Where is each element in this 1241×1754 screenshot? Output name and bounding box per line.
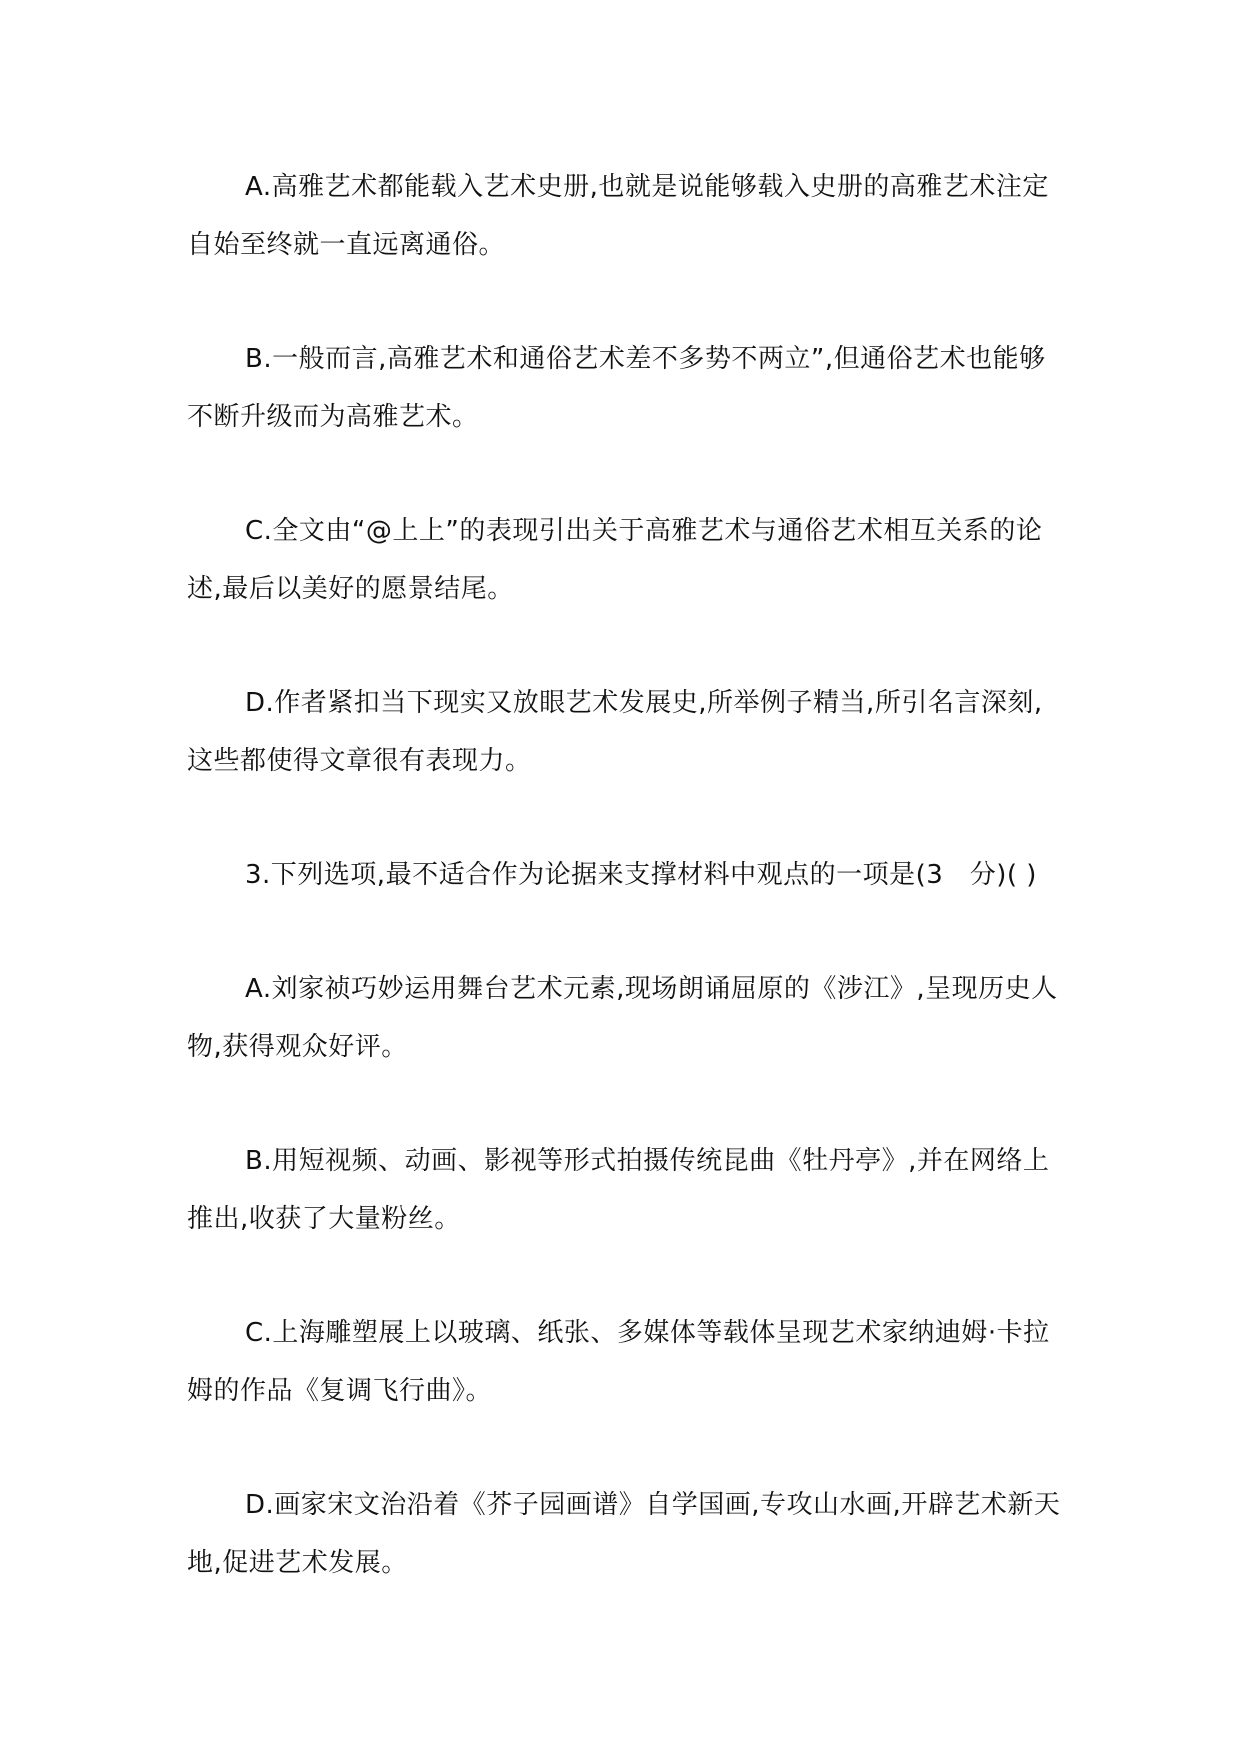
option-b-paragraph: B.一般而言,高雅艺术和通俗艺术差不多势不两立”,但通俗艺术也能够不断升级而为高雅艺术。 xyxy=(187,344,1046,432)
option-a-paragraph: A.高雅艺术都能载入艺术史册,也就是说能够载入史册的高雅艺术注定自始至终就一直远离通俗。 xyxy=(187,172,1049,260)
q3-option-c-paragraph: C.上海雕塑展上以玻璃、纸张、多媒体等载体呈现艺术家纳迪姆·卡拉姆的作品《复调飞行曲》。 xyxy=(187,1318,1050,1406)
q3-option-b-paragraph: B.用短视频、动画、影视等形式拍摄传统昆曲《牡丹亭》,并在网络上推出,收获了大量粉丝。 xyxy=(187,1146,1050,1234)
question-3-paragraph: 3.下列选项,最不适合作为论据来支撑材料中观点的一项是(3 分)( ) xyxy=(245,860,1037,890)
option-d-paragraph: D.作者紧扣当下现实又放眼艺术发展史,所举例子精当,所引名言深刻,这些都使得文章很有表现力。 xyxy=(187,688,1043,776)
option-c-paragraph: C.全文由“@上上”的表现引出关于高雅艺术与通俗艺术相互关系的论述,最后以美好的愿景结尾。 xyxy=(187,516,1043,604)
q3-option-d-paragraph: D.画家宋文治沿着《芥子园画谱》自学国画,专攻山水画,开辟艺术新天地,促进艺术发展。 xyxy=(187,1490,1061,1578)
document-body xyxy=(187,158,1067,1648)
q3-option-a-paragraph: A.刘家祯巧妙运用舞台艺术元素,现场朗诵屈原的《涉江》,呈现历史人物,获得观众好评。 xyxy=(187,974,1058,1062)
